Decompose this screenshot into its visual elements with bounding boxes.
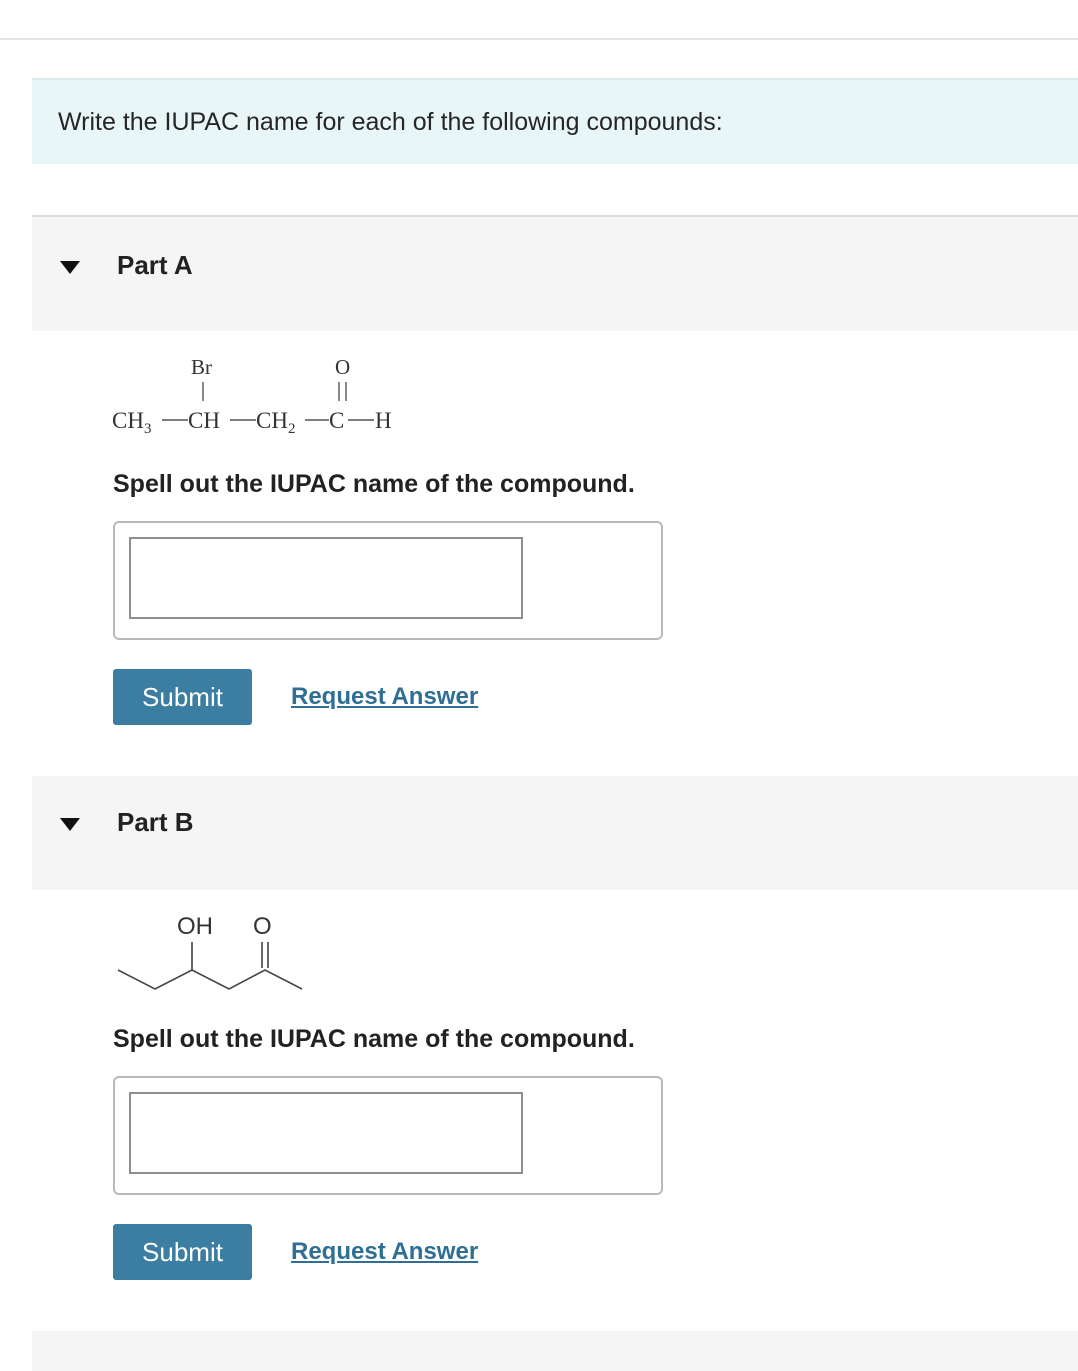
part-a-header[interactable] — [32, 215, 1078, 331]
part-b-prompt: Spell out the IUPAC name of the compound. — [113, 1025, 635, 1053]
top-divider — [0, 38, 1078, 40]
part-b-answer-input[interactable] — [129, 1092, 523, 1174]
ch-label: CH — [188, 408, 220, 433]
part-b-answer-box — [113, 1076, 663, 1195]
part-a-structure — [108, 350, 418, 440]
part-c-header[interactable] — [32, 1331, 1078, 1371]
carbonyl-oxygen-label: O — [253, 913, 272, 940]
part-a-answer-input[interactable] — [129, 537, 523, 619]
carbonyl-c-label: C — [329, 408, 345, 433]
hydrogen-label: H — [375, 408, 392, 433]
part-b-submit-button[interactable]: Submit — [113, 1224, 252, 1280]
part-b-title: Part B — [117, 807, 194, 837]
ch2-label: $CH_2$ — [256, 408, 296, 437]
part-a-request-answer-link[interactable]: Request Answer — [291, 683, 479, 710]
bromine-label: Br — [191, 355, 212, 379]
hydroxyl-label: OH — [177, 913, 213, 940]
part-b-request-answer-link[interactable]: Request Answer — [291, 1238, 479, 1265]
part-a-title: Part A — [117, 250, 193, 280]
caret-down-icon[interactable] — [60, 818, 80, 831]
part-b-structure — [108, 900, 318, 1000]
part-a-answer-box — [113, 521, 663, 640]
carbon-skeleton — [118, 970, 302, 989]
intro-text: Write the IUPAC name for each of the following compounds: — [58, 108, 723, 136]
part-a-submit-button[interactable]: Submit — [113, 669, 252, 725]
caret-down-icon[interactable] — [60, 261, 80, 274]
problem-intro — [32, 78, 1078, 164]
ch3-label: $CH_3$ — [112, 408, 152, 437]
part-b-header[interactable] — [32, 776, 1078, 890]
oxygen-label: O — [335, 355, 351, 379]
part-a-prompt: Spell out the IUPAC name of the compound. — [113, 470, 635, 498]
